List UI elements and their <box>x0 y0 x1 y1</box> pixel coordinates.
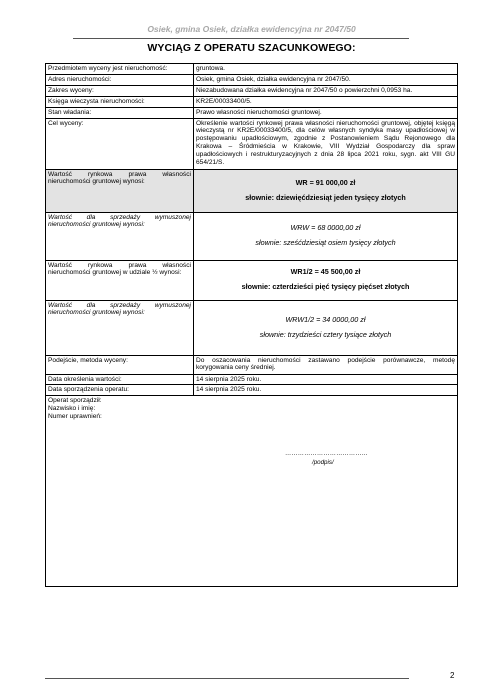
label-market-value: Wartość rynkowa prawa własności nieruchomości gruntowej wynosi: <box>46 169 194 212</box>
row-share-value <box>46 260 458 300</box>
row-valuation-date <box>46 374 458 385</box>
value-valuation-date: 14 sierpnia 2025 roku. <box>194 374 458 385</box>
row-market-value <box>46 169 458 212</box>
author-label: Operat sporządził: <box>48 397 102 405</box>
label-method: Podejście, metoda wyceny: <box>46 355 194 374</box>
value-scope: Niezabudowana działka ewidencyjna nr 2047/50 o powierzchni 0,0953 ha. <box>194 85 458 96</box>
label-address: Adres nieruchomości: <box>46 74 194 85</box>
value-share-value <box>194 260 458 300</box>
value-land-register: KR2E/00033400/5. <box>194 96 458 107</box>
share-value-words: słownie: czterdzieści pięć tysięcy pięćset złotych <box>241 282 410 292</box>
author-name-label: Nazwisko i imię: <box>48 405 96 413</box>
sale-value-words: słownie: sześćdziesiąt osiem tysięcy złotych <box>255 238 396 248</box>
value-purpose: Określenie wartości rynkowej prawa własności nieruchomości gruntowej, objętej księgą wieczystą nr KR2E/00033400/5, dla celów własnych syndyka masy upadłościowej w postępowaniu upadłościowym, zgodnie z Postanowieniem Sądu Rejonowego dla Krakowa – Śródmieścia w Krakowie, VIII Wydział Gospodarczy dla spraw upadłościowych i restrukturyzacyjnych z dnia 28 lipca 2021 roku, sygn. akt VIII GU 654/21/S. <box>194 118 458 169</box>
row-subject <box>46 64 458 75</box>
share-sale-value-amount: WRW1/2 = 34 0000,00 zł <box>285 314 366 324</box>
label-land-register: Księga wieczysta nieruchomości: <box>46 96 194 107</box>
label-sale-value: Wartość dla sprzedaży wymuszonej nieruchomości gruntowej wynosi: <box>46 212 194 260</box>
header-rule <box>73 38 409 39</box>
signature-caption: /podpis/ <box>312 459 334 467</box>
value-share-sale-value <box>194 300 458 355</box>
row-method <box>46 355 458 374</box>
label-purpose: Cel wyceny: <box>46 118 194 169</box>
author-license-label: Numer uprawnień: <box>48 413 102 421</box>
row-ownership <box>46 107 458 118</box>
market-value-words: słownie: dziewięćdziesiąt jeden tysięcy złotych <box>245 192 406 202</box>
row-land-register <box>46 96 458 107</box>
value-report-date: 14 sierpnia 2025 roku. <box>194 385 458 396</box>
value-address: Osiek, gmina Osiek, działka ewidencyjna nr 2047/50. <box>194 74 458 85</box>
row-author <box>46 396 458 587</box>
label-share-value: Wartość rynkowa prawa własności nieruchomości gruntowej w udziale ½ wynosi: <box>46 260 194 300</box>
valuation-extract-table <box>45 63 458 587</box>
row-address <box>46 74 458 85</box>
row-scope <box>46 85 458 96</box>
label-scope: Zakres wyceny: <box>46 85 194 96</box>
sale-value-amount: WRW = 68 0000,00 zł <box>290 223 361 233</box>
page-number: 2 <box>450 671 455 680</box>
value-method: Do oszacowania nieruchomości zastawano podejście porównawcze, metodę korygowania ceny średniej. <box>194 355 458 374</box>
row-purpose <box>46 118 458 169</box>
row-sale-value <box>46 212 458 260</box>
value-subject: gruntowa. <box>194 64 458 75</box>
label-ownership: Stan władania: <box>46 107 194 118</box>
document-title: WYCIĄG Z OPERATU SZACUNKOWEGO: <box>147 42 356 54</box>
share-value-amount: WR1/2 = 45 500,00 zł <box>290 267 361 277</box>
footer-rule <box>45 678 409 679</box>
label-share-sale-value: Wartość dla sprzedaży wymuszonej nieruchomości gruntowej wynosi: <box>46 300 194 355</box>
label-valuation-date: Data określenia wartości: <box>46 374 194 385</box>
author-block <box>46 396 457 586</box>
label-subject: Przedmiotem wyceny jest nieruchomość: <box>46 64 194 75</box>
value-ownership: Prawo własności nieruchomości gruntowej. <box>194 107 458 118</box>
value-sale-value <box>194 212 458 260</box>
running-header: Osiek, gmina Osiek, działka ewidencyjna nr 2047/50 <box>147 24 356 34</box>
market-value-amount: WR = 91 000,00 zł <box>295 177 356 187</box>
row-report-date <box>46 385 458 396</box>
share-sale-value-words: słownie: trzydzieści cztery tysiące złotych <box>259 329 392 339</box>
author-labels <box>46 396 457 422</box>
row-share-sale-value <box>46 300 458 355</box>
label-report-date: Data sporządzenia operatu: <box>46 385 194 396</box>
value-market-value <box>194 169 458 212</box>
author-cell <box>46 396 458 587</box>
signature-line: ………………………………… <box>285 450 369 458</box>
